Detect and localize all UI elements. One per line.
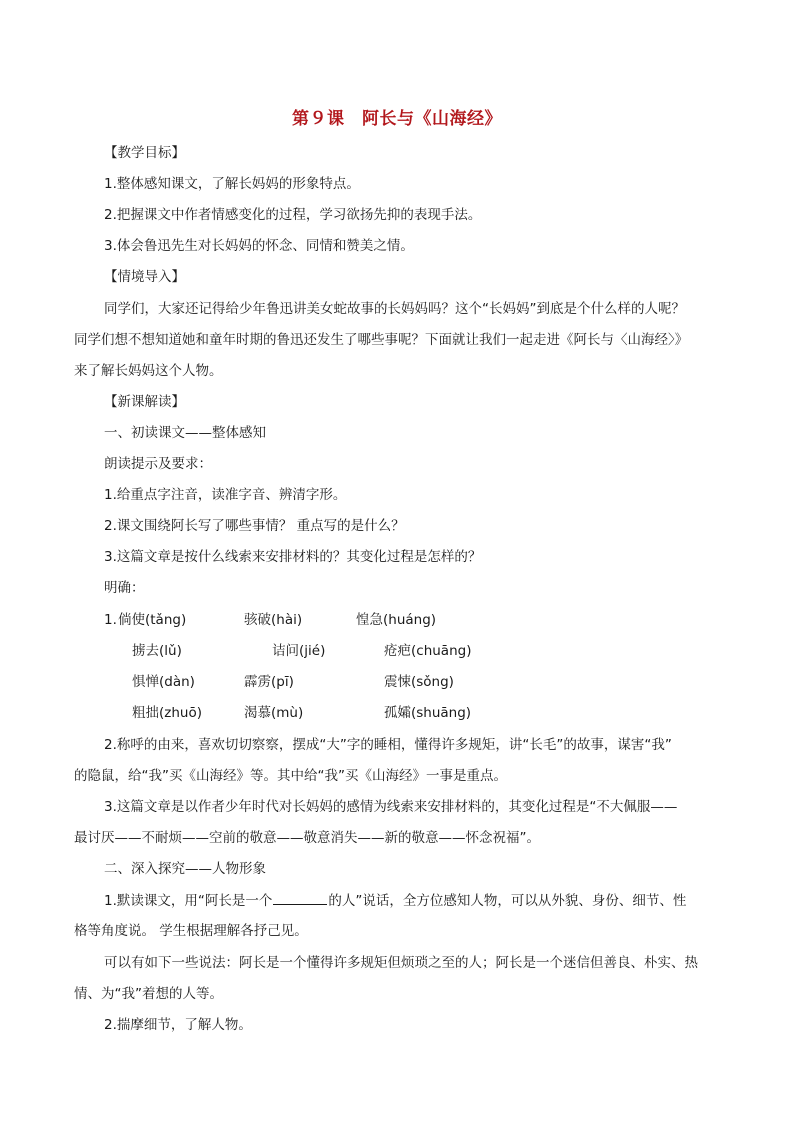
- pinyin-word: 粗拙(zhuō): [132, 705, 202, 721]
- pinyin-word: 孤孀(shuāng): [384, 705, 472, 721]
- answer-2-line-1: 2.称呼的由来，喜欢切切察察，摆成“大”字的睡相，懂得许多规矩，讲“长毛”的故事，谋害“我”: [104, 737, 672, 753]
- question-2: 2.揣摩细节，了解人物。: [104, 1017, 252, 1033]
- pinyin-word: 疮疤(chuāng): [384, 643, 472, 659]
- lesson-title: 第９课 阿长与《山海经》: [292, 109, 502, 129]
- pinyin-word: 渴慕(mù): [244, 705, 304, 721]
- fill-in-blank: [273, 890, 327, 905]
- answer-3-line-2: 最讨厌——不耐烦——空前的敬意——敬意消失——新的敬意——怀念祝福”。: [74, 830, 540, 846]
- reading-tip-2: 2.课文围绕阿长写了哪些事情？ 重点写的是什么？: [104, 518, 405, 534]
- reading-tip-1: 1.给重点字注音，读准字音、辨清字形。: [104, 487, 347, 503]
- part1-heading: 一、初读课文——整体感知: [104, 425, 266, 441]
- reading-tips-label: 朗读提示及要求：: [104, 456, 212, 472]
- intro-line-2: 同学们想不想知道她和童年时期的鲁迅还发生了哪些事呢？下面就让我们一起走进《阿长与〈山海经〉》: [74, 332, 689, 348]
- answer-3-line-1: 3.这篇文章是以作者少年时代对长妈妈的感情为线索来安排材料的，其变化过程是“不大佩服——: [104, 799, 678, 815]
- objective-item-2: 2.把握课文中作者情感变化的过程，学习欲扬先抑的表现手法。: [104, 207, 482, 223]
- pinyin-word: 骇破(hài): [244, 612, 303, 628]
- clarify-label: 明确：: [104, 580, 145, 596]
- pinyin-word: 惶急(huáng): [356, 612, 437, 628]
- intro-line-3: 来了解长妈妈这个人物。: [74, 363, 223, 379]
- pinyin-word: 震悚(sǒng): [384, 674, 454, 690]
- lesson-heading: 【新课解读】: [104, 394, 185, 410]
- question-1-line-2: 格等角度说。 学生根据理解各抒己见。: [74, 923, 308, 939]
- intro-line-1: 同学们，大家还记得给少年鲁迅讲美女蛇故事的长妈妈吗？这个“长妈妈”到底是个什么样的人呢？: [104, 301, 685, 317]
- sample-answer-line-1: 可以有如下一些说法：阿长是一个懂得许多规矩但烦琐之至的人；阿长是一个迷信但善良、朴实、热: [104, 955, 698, 971]
- pinyin-word: 诘问(jié): [272, 643, 326, 659]
- pinyin-word: 掳去(lǔ): [132, 643, 182, 659]
- question-1-line-1: [104, 890, 686, 911]
- answer-2-line-2: 的隐鼠，给“我”买《山海经》等。其中给“我”买《山海经》一事是重点。: [74, 768, 507, 784]
- reading-tip-3: 3.这篇文章是按什么线索来安排材料的？其变化过程是怎样的？: [104, 549, 482, 565]
- sample-answer-line-2: 情、为“我”着想的人等。: [74, 986, 223, 1002]
- objective-item-1: 1.整体感知课文，了解长妈妈的形象特点。: [104, 176, 360, 192]
- question-1-suffix: 的人”说话，全方位感知人物，可以从外貌、身份、细节、性: [328, 893, 687, 909]
- objective-item-3: 3.体会鲁迅先生对长妈妈的怀念、同情和赞美之情。: [104, 238, 414, 254]
- intro-heading: 【情境导入】: [104, 269, 185, 285]
- pinyin-prefix: 1.: [104, 612, 117, 628]
- pinyin-word: 霹雳(pī): [244, 674, 294, 690]
- pinyin-word: 惧惮(dàn): [132, 674, 195, 690]
- objectives-heading: 【教学目标】: [104, 145, 185, 161]
- part2-heading: 二、深入探究——人物形象: [104, 861, 266, 877]
- pinyin-word: 倘使(tǎng): [118, 612, 187, 628]
- question-1-prefix: 1.默读课文，用“阿长是一个: [104, 893, 273, 909]
